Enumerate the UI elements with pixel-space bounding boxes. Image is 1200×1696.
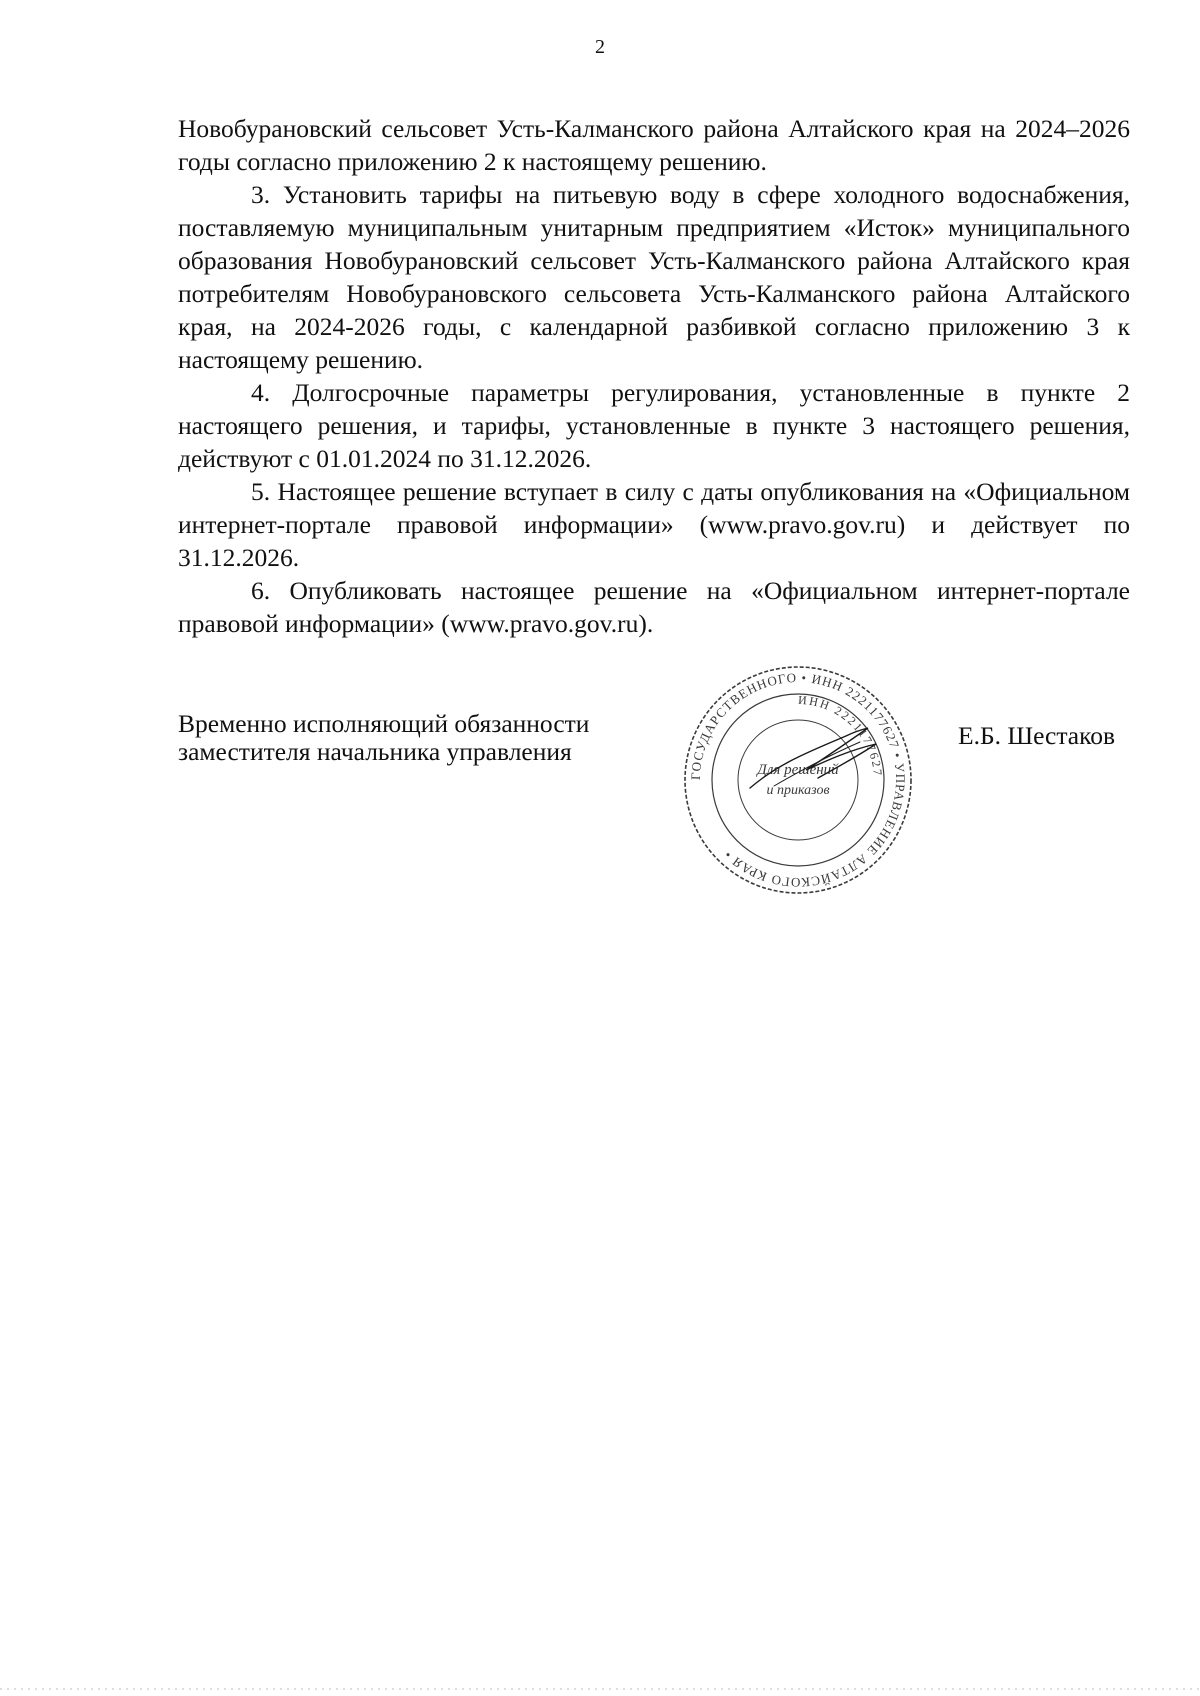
page-number: 2 <box>595 36 605 58</box>
document-body <box>178 112 1130 640</box>
paragraph-item-5: 5. Настоящее решение вступает в силу с даты опубликования на «Официальном интернет-портале правовой информации» (www.pravo.gov.ru) и действует по 31.12.2026. <box>178 477 1130 572</box>
seal-outer-text-path: ГОСУДАРСТВЕННОГО • ИНН 2221177627 • УПРАВЛЕНИЕ АЛТАЙСКОГО КРАЯ • <box>687 669 909 891</box>
paragraph-item-6: 6. Опубликовать настоящее решение на «Официальном интернет-портале правовой информации» (www.pravo.gov.ru). <box>178 576 1130 638</box>
scan-edge-artifact <box>0 1688 1200 1690</box>
official-seal <box>678 660 918 900</box>
signatory-position-line-2: заместителя начальника управления <box>178 737 572 766</box>
seal-center-line-2: и приказов <box>766 783 830 798</box>
seal-graphic <box>678 660 918 900</box>
seal-inner-text-path: ИНН 2221177627 <box>797 692 886 778</box>
paragraph-item-3: 3. Установить тарифы на питьевую воду в сфере холодного водоснабжения, поставляемую муниципальным унитарным предприятием «Исток» муниципального образования Новобурановский сельсовет Усть-Калманского района Алтайского края потребителям Новобурановского сельсовета Усть-Калманского района Алтайского края, на 2024-2026 годы, с календарной разбивкой согласно приложению 3 к настоящему решению. <box>178 180 1130 374</box>
seal-center-line-1: Для решений <box>757 762 839 778</box>
seal-outer-border <box>685 667 911 893</box>
paragraph-continuation: Новобурановский сельсовет Усть-Калманского района Алтайского края на 2024–2026 годы согласно приложению 2 к настоящему решению. <box>178 114 1130 176</box>
signatory-position <box>178 710 589 766</box>
signatory-position-line-1: Временно исполняющий обязанности <box>178 709 590 738</box>
signatory-name: Е.Б. Шестаков <box>958 721 1115 750</box>
paragraph-item-4: 4. Долгосрочные параметры регулирования, установленные в пункте 2 настоящего решения, и тарифы, установленные в пункте 3 настоящего решения, действуют с 01.01.2024 по 31.12.2026. <box>178 378 1130 473</box>
